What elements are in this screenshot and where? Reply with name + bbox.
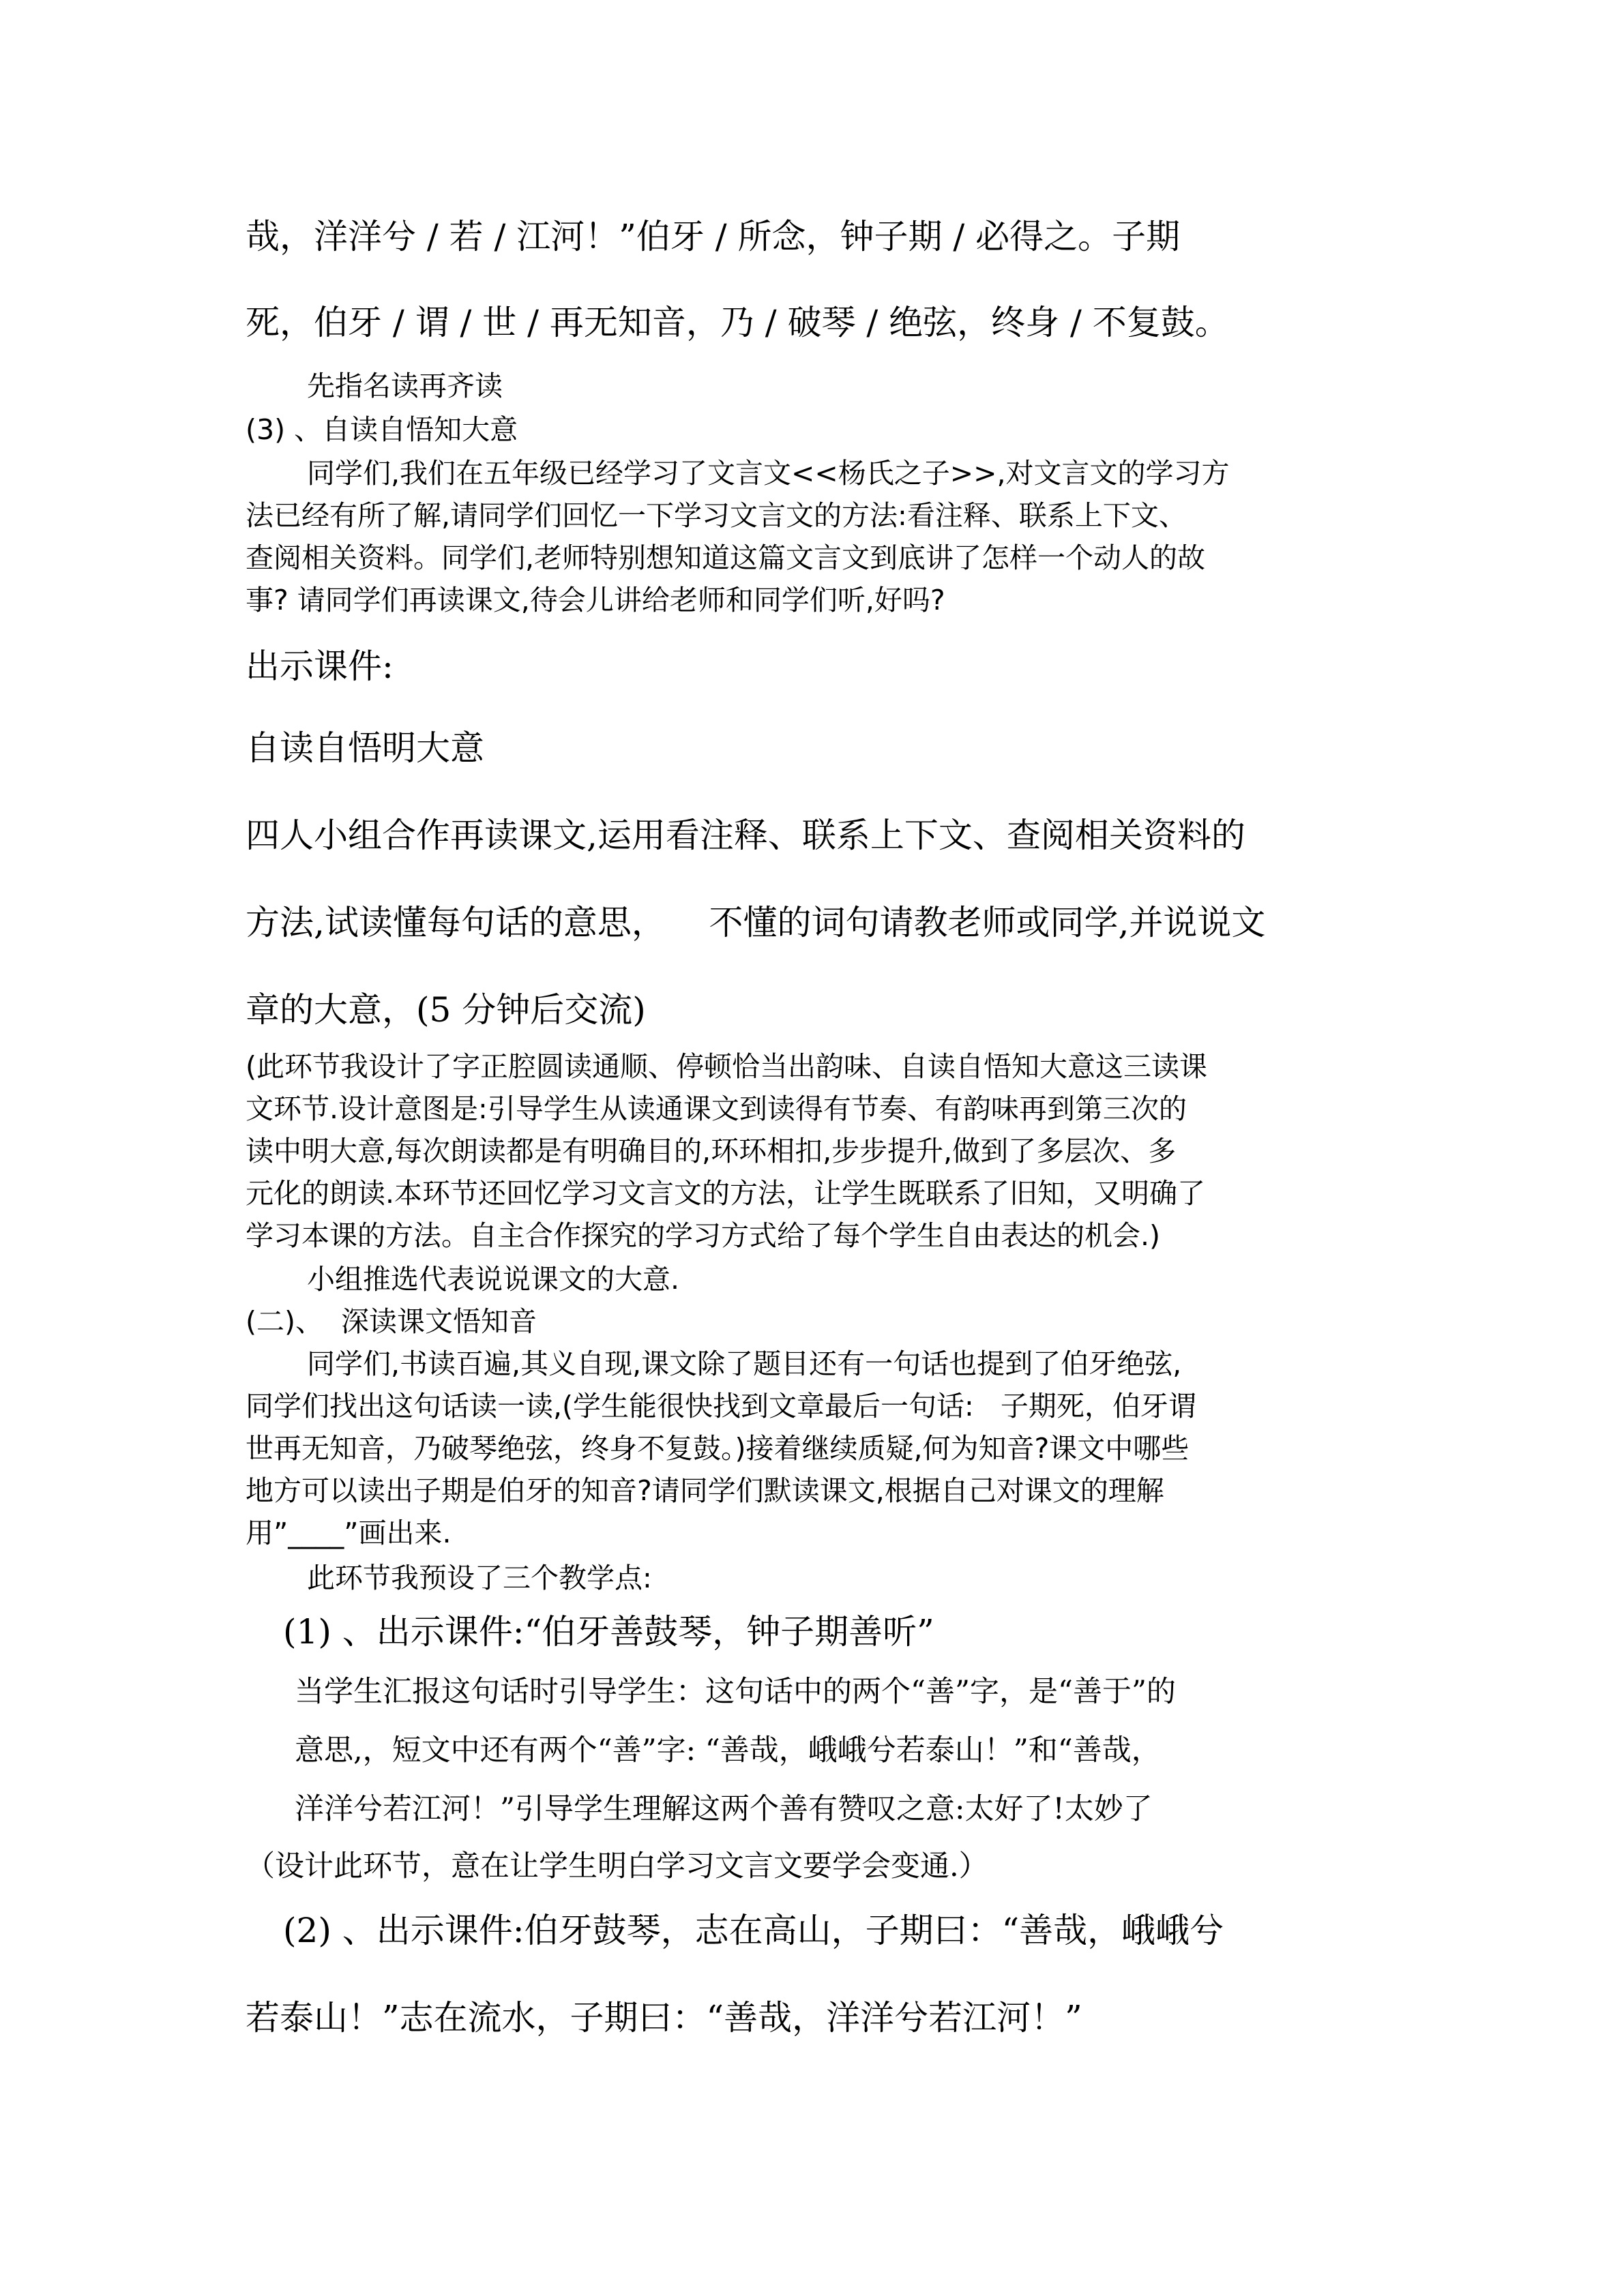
text-line: 先指名读再齐读 [307, 370, 503, 402]
text-line: 事? 请同学们再读课文,待会儿讲给老师和同学们听,好吗? [246, 584, 945, 616]
text-line: 法已经有所了解,请同学们回忆一下学习文言文的方法:看注释、联系上下文、 [246, 499, 1187, 532]
text-line: 学习本课的方法。自主合作探究的学习方式给了每个学生自由表达的机会.) [246, 1219, 1161, 1252]
text-line: 查阅相关资料。同学们,老师特别想知道这篇文言文到底讲了怎样一个动人的故 [246, 541, 1206, 574]
text-line: 自读自悟明大意 [246, 728, 484, 768]
text-line: 同学们,书读百遍,其义自现,课文除了题目还有一句话也提到了伯牙绝弦, [307, 1347, 1182, 1380]
text-line: 章的大意，(5 分钟后交流) [246, 990, 646, 1030]
text-line: (2) 、出示课件:伯牙鼓琴，志在高山，子期曰：“善哉，峨峨兮 [283, 1911, 1224, 1950]
text-line: 当学生汇报这句话时引导学生：这句话中的两个“善”字，是“善于”的 [295, 1675, 1176, 1709]
text-line: 死，伯牙 / 谓 / 世 / 再无知音，乃 / 破琴 / 绝弦，终身 / 不复鼓。 [246, 303, 1229, 342]
text-line: 世再无知音，乃破琴绝弦，终身不复鼓。)接着继续质疑,何为知音?课文中哪些 [246, 1432, 1190, 1465]
text-line: 四人小组合作再读课文,运用看注释、联系上下文、查阅相关资料的 [246, 816, 1245, 855]
text-line: （设计此环节，意在让学生明白学习文言文要学会变通.） [246, 1849, 988, 1883]
text-line: 哉，洋洋兮 / 若 / 江河！”伯牙 / 所念，钟子期 / 必得之。子期 [246, 217, 1181, 256]
text-line: 同学们找出这句话读一读,(学生能很快找到文章最后一句话: 子期死，伯牙谓 [246, 1390, 1196, 1422]
text-line: 用”____”画出来. [246, 1517, 452, 1549]
text-line: 同学们,我们在五年级已经学习了文言文<<杨氏之子>>,对文言文的学习方 [307, 457, 1230, 490]
text-line: 小组推选代表说说课文的大意. [307, 1263, 680, 1296]
section-heading: (二)、 深读课文悟知音 [246, 1305, 537, 1338]
text-line: 文环节.设计意图是:引导学生从读通课文到读得有节奏、有韵味再到第三次的 [246, 1092, 1187, 1125]
text-line: 若泰山！”志在流水，子期曰：“善哉，洋洋兮若江河！” [246, 1998, 1082, 2038]
text-line: (此环节我设计了字正腔圆读通顺、停顿恰当出韵味、自读自悟知大意这三读课 [246, 1050, 1207, 1083]
text-line: 方法,试读懂每句话的意思， 不懂的词句请教老师或同学,并说说文 [246, 903, 1266, 942]
section-heading: (3) 、自读自悟知大意 [246, 413, 518, 446]
text-line: 读中明大意,每次朗读都是有明确目的,环环相扣,步步提升,做到了多层次、多 [246, 1135, 1177, 1167]
text-line: 地方可以读出子期是伯牙的知音?请同学们默读课文,根据自己对课文的理解 [246, 1474, 1164, 1507]
text-line: 意思,，短文中还有两个“善”字: “善哉，峨峨兮若泰山！”和“善哉， [295, 1733, 1161, 1768]
text-line: (1) 、出示课件:“伯牙善鼓琴，钟子期善听” [283, 1612, 934, 1652]
text-line: 洋洋兮若江河！”引导学生理解这两个善有赞叹之意:太好了!太妙了 [295, 1792, 1153, 1826]
text-line: 元化的朗读.本环节还回忆学习文言文的方法，让学生既联系了旧知，又明确了 [246, 1177, 1206, 1210]
text-line: 出示课件: [246, 646, 394, 686]
text-line: 此环节我预设了三个教学点: [307, 1562, 652, 1594]
